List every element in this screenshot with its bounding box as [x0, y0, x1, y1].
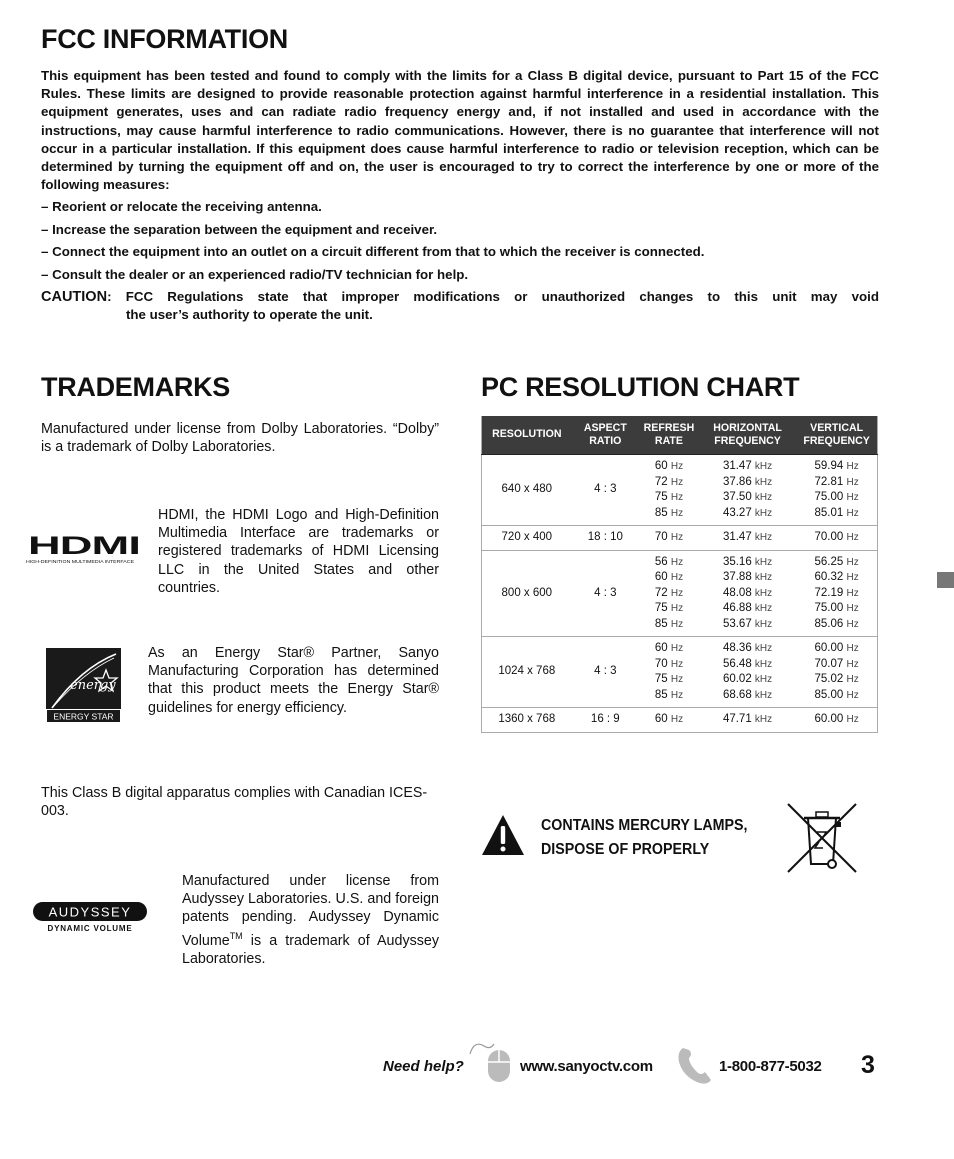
- header-vertical-frequency: VERTICAL FREQUENCY: [796, 416, 877, 455]
- value-unit: Hz: [846, 643, 859, 654]
- frequency-value: [639, 475, 699, 491]
- value-number: 72.19: [814, 586, 844, 599]
- audyssey-logo: [31, 900, 149, 936]
- table-body: [482, 455, 878, 733]
- value-number: 70: [654, 531, 668, 543]
- cell-resolution: 720 x 400: [482, 526, 572, 551]
- cell-horizontal-frequency: [699, 637, 796, 708]
- value-number: 60.00: [814, 642, 844, 654]
- value-number: 68.68: [722, 688, 752, 701]
- value-unit: kHz: [754, 507, 773, 519]
- value-unit: Hz: [670, 674, 684, 685]
- value-number: 72: [654, 475, 668, 488]
- cell-horizontal-frequency: [699, 526, 796, 551]
- cell-aspect-ratio: 4 : 3: [572, 455, 639, 526]
- cell-refresh-rate: [639, 550, 699, 637]
- frequency-value: [699, 712, 796, 728]
- frequency-value: [699, 506, 796, 522]
- frequency-value: [796, 672, 877, 688]
- value-unit: kHz: [754, 674, 773, 685]
- cell-horizontal-frequency: [699, 455, 796, 526]
- website-link[interactable]: www.sanyoctv.com: [520, 1058, 653, 1075]
- fcc-caution: [41, 288, 879, 324]
- frequency-value: [639, 506, 699, 522]
- frequency-value: [796, 570, 877, 586]
- cell-vertical-frequency: [796, 550, 877, 637]
- frequency-value: [639, 641, 699, 657]
- value-unit: Hz: [670, 507, 684, 519]
- value-unit: kHz: [754, 587, 773, 599]
- audyssey-text-tail: is a trademark of Audyssey Laboratories.: [182, 932, 439, 967]
- value-number: 56.48: [722, 657, 752, 670]
- value-unit: Hz: [846, 618, 859, 630]
- value-number: 72.81: [814, 475, 844, 488]
- cell-resolution: 1024 x 768: [482, 637, 572, 708]
- dolby-text: Manufactured under license from Dolby Laboratories. “Dolby” is a trademark of Dolby Laboratories.: [41, 421, 439, 456]
- value-number: 53.67: [722, 617, 752, 630]
- frequency-value: [639, 688, 699, 704]
- value-number: 46.88: [722, 602, 752, 614]
- fcc-measure-item: – Increase the separation between the equipment and receiver.: [41, 221, 438, 237]
- frequency-value: [639, 712, 699, 728]
- value-unit: Hz: [846, 603, 859, 614]
- pc-resolution-table: [481, 416, 878, 733]
- value-unit: Hz: [670, 532, 684, 543]
- fcc-title: FCC INFORMATION: [41, 24, 288, 54]
- cell-aspect-ratio: 4 : 3: [572, 637, 639, 708]
- energy-star-logo: [46, 648, 121, 723]
- value-number: 85.06: [814, 617, 844, 630]
- value-number: 75: [654, 673, 668, 685]
- header-aspect-ratio: ASPECT RATIO: [572, 416, 639, 455]
- value-unit: Hz: [670, 714, 684, 725]
- cell-horizontal-frequency: [699, 708, 796, 733]
- value-unit: Hz: [670, 603, 684, 614]
- value-unit: kHz: [754, 643, 773, 654]
- value-unit: Hz: [670, 618, 684, 630]
- frequency-value: [639, 601, 699, 617]
- cell-refresh-rate: [639, 455, 699, 526]
- frequency-value: [639, 617, 699, 633]
- fcc-measure-item: – Consult the dealer or an experienced radio/TV technician for help.: [41, 266, 469, 282]
- frequency-value: [699, 490, 796, 506]
- canada-ices-text: This Class B digital apparatus complies with Canadian ICES-003.: [41, 785, 428, 820]
- value-unit: Hz: [670, 492, 684, 503]
- frequency-value: [639, 555, 699, 571]
- cell-resolution: 1360 x 768: [482, 708, 572, 733]
- value-unit: kHz: [754, 532, 773, 543]
- frequency-value: [699, 459, 796, 475]
- header-refresh-rate: REFRESH RATE: [639, 416, 699, 455]
- value-number: 75.02: [814, 673, 844, 685]
- cell-aspect-ratio: 4 : 3: [572, 550, 639, 637]
- value-number: 70.00: [814, 531, 844, 543]
- value-unit: Hz: [670, 476, 684, 488]
- value-number: 85: [654, 617, 668, 630]
- need-help-label: Need help?: [383, 1058, 464, 1075]
- value-number: 85.01: [814, 506, 844, 519]
- energy-logo-label: ENERGY STAR: [53, 711, 114, 722]
- value-number: 60: [654, 713, 668, 725]
- frequency-value: [796, 601, 877, 617]
- frequency-value: [796, 490, 877, 506]
- frequency-value: [699, 475, 796, 491]
- fcc-measure-item: – Reorient or relocate the receiving antenna.: [41, 199, 322, 215]
- warning-icon: [481, 814, 525, 856]
- value-unit: Hz: [846, 556, 859, 568]
- value-number: 60.32: [814, 571, 844, 583]
- frequency-value: [796, 641, 877, 657]
- frequency-value: [699, 672, 796, 688]
- value-unit: Hz: [846, 674, 859, 685]
- table-row: [482, 526, 878, 551]
- frequency-value: [699, 688, 796, 704]
- cell-refresh-rate: [639, 637, 699, 708]
- frequency-value: [639, 570, 699, 586]
- frequency-value: [639, 459, 699, 475]
- energy-star-text: As an Energy Star® Partner, Sanyo Manufacturing Corporation has determined that this product meets the Energy Star® guidelines for energy efficiency.: [148, 645, 439, 716]
- value-unit: kHz: [754, 556, 773, 568]
- frequency-value: [796, 475, 877, 491]
- value-unit: Hz: [846, 476, 859, 488]
- frequency-value: [699, 657, 796, 673]
- mercury-line-2: DISPOSE OF PROPERLY: [541, 841, 710, 858]
- value-number: 47.71: [722, 713, 752, 725]
- hdmi-logo-subtext: HIGH-DEFINITION MULTIMEDIA INTERFACE: [26, 559, 135, 564]
- section-tab-marker: [937, 572, 954, 588]
- mercury-warning-text: [541, 814, 748, 862]
- frequency-value: [796, 506, 877, 522]
- fcc-measures-list: [41, 198, 879, 283]
- frequency-value: [699, 570, 796, 586]
- trademark-symbol: TM: [229, 930, 243, 941]
- value-unit: Hz: [670, 461, 684, 472]
- frequency-value: [699, 601, 796, 617]
- frequency-value: [699, 617, 796, 633]
- page-number: 3: [861, 1051, 875, 1079]
- frequency-value: [639, 657, 699, 673]
- value-number: 60: [654, 642, 668, 654]
- value-number: 35.16: [722, 555, 752, 568]
- value-unit: kHz: [754, 714, 773, 725]
- value-unit: Hz: [846, 532, 859, 543]
- frequency-value: [796, 617, 877, 633]
- frequency-value: [639, 672, 699, 688]
- frequency-value: [796, 688, 877, 704]
- frequency-value: [796, 530, 877, 546]
- value-number: 72: [654, 586, 668, 599]
- table-row: [482, 550, 878, 637]
- value-number: 60.02: [722, 673, 752, 685]
- header-resolution: RESOLUTION: [482, 416, 572, 455]
- frequency-value: [699, 641, 796, 657]
- value-number: 70: [654, 657, 668, 670]
- header-horizontal-frequency: HORIZONTAL FREQUENCY: [699, 416, 796, 455]
- value-unit: Hz: [846, 689, 859, 701]
- frequency-value: [699, 586, 796, 602]
- audyssey-text-main: Manufactured under license from Audyssey Laboratories. U.S. and foreign patents pending. Audyssey Dynamic Volume: [182, 873, 439, 949]
- cell-vertical-frequency: [796, 637, 877, 708]
- cell-vertical-frequency: [796, 708, 877, 733]
- value-unit: Hz: [846, 714, 859, 725]
- table-row: [482, 708, 878, 733]
- value-number: 37.50: [722, 491, 752, 503]
- frequency-value: [699, 530, 796, 546]
- mercury-line-1: CONTAINS MERCURY LAMPS,: [541, 817, 748, 834]
- value-unit: Hz: [846, 507, 859, 519]
- caution-text-2: the user’s authority to operate the unit.: [126, 307, 373, 323]
- value-unit: kHz: [754, 618, 773, 630]
- value-number: 85: [654, 688, 668, 701]
- frequency-value: [796, 555, 877, 571]
- fcc-body: [41, 67, 879, 324]
- cell-vertical-frequency: [796, 526, 877, 551]
- value-number: 31.47: [722, 460, 752, 472]
- pc-resolution-title: PC RESOLUTION CHART: [481, 372, 800, 402]
- value-unit: Hz: [670, 572, 684, 583]
- frequency-value: [639, 530, 699, 546]
- fcc-paragraph: This equipment has been tested and found to comply with the limits for a Class B digital device, pursuant to Part 15 of the FCC Rules. These limits are designed to provide reasonable protection against harmful interference in a residential installation. This equipment generates, uses and can radiate radio frequency energy and, if not installed and used in accordance with the instructions, may cause harmful interference to radio communications. However, there is no guarantee that interference will not occur in a particular installation. If this equipment does cause harmful interference to radio or television reception, which can be determined by turning the equipment off and on, the user is encouraged to try to correct the interference by one or more of the following measures:: [41, 68, 879, 193]
- cell-aspect-ratio: 18 : 10: [572, 526, 639, 551]
- value-number: 43.27: [722, 506, 752, 519]
- value-unit: Hz: [846, 461, 859, 472]
- cell-refresh-rate: [639, 708, 699, 733]
- value-number: 37.86: [722, 475, 752, 488]
- value-unit: Hz: [670, 658, 684, 670]
- trademarks-title: TRADEMARKS: [41, 372, 230, 402]
- value-unit: Hz: [846, 658, 859, 670]
- table-row: [482, 455, 878, 526]
- value-unit: Hz: [670, 689, 684, 701]
- frequency-value: [639, 586, 699, 602]
- energy-logo-script: energy: [70, 678, 116, 693]
- value-number: 48.08: [722, 586, 752, 599]
- value-number: 60.00: [814, 713, 844, 725]
- value-unit: Hz: [670, 643, 684, 654]
- cell-horizontal-frequency: [699, 550, 796, 637]
- frequency-value: [796, 459, 877, 475]
- value-unit: kHz: [754, 476, 773, 488]
- value-number: 48.36: [722, 642, 752, 654]
- value-number: 59.94: [814, 460, 844, 472]
- value-unit: kHz: [754, 492, 773, 503]
- value-unit: Hz: [846, 492, 859, 503]
- audyssey-text: [182, 872, 439, 968]
- cell-resolution: 800 x 600: [482, 550, 572, 637]
- value-number: 85.00: [814, 688, 844, 701]
- cell-resolution: 640 x 480: [482, 455, 572, 526]
- cell-vertical-frequency: [796, 455, 877, 526]
- value-number: 56.25: [814, 555, 844, 568]
- hdmi-text: HDMI, the HDMI Logo and High-Definition Multimedia Interface are trademarks or registered trademarks of HDMI Licensing LLC in the United States and other countries.: [158, 507, 439, 596]
- frequency-value: [796, 586, 877, 602]
- table-row: [482, 637, 878, 708]
- mouse-icon: [468, 1038, 514, 1084]
- value-unit: Hz: [846, 587, 859, 599]
- frequency-value: [796, 657, 877, 673]
- value-number: 37.88: [722, 571, 752, 583]
- value-unit: kHz: [754, 603, 773, 614]
- value-unit: kHz: [754, 572, 773, 583]
- value-number: 85: [654, 506, 668, 519]
- value-unit: kHz: [754, 689, 773, 701]
- value-unit: Hz: [846, 572, 859, 583]
- value-number: 60: [654, 460, 668, 472]
- audyssey-logo-text: AUDYSSEY: [48, 904, 132, 920]
- value-number: 75.00: [814, 602, 844, 614]
- caution-text-1: : FCC Regulations state that improper modifications or unauthorized changes to this unit may void: [107, 288, 879, 304]
- value-number: 75.00: [814, 491, 844, 503]
- hdmi-logo: [26, 535, 144, 565]
- value-number: 70.07: [814, 657, 844, 670]
- value-unit: kHz: [754, 658, 773, 670]
- hdmi-logo-text: HDMI: [28, 535, 140, 560]
- value-unit: Hz: [670, 556, 684, 568]
- value-number: 60: [654, 571, 668, 583]
- value-unit: kHz: [754, 461, 773, 472]
- fcc-measure-item: – Connect the equipment into an outlet on a circuit different from that to which the receiver is connected.: [41, 244, 705, 260]
- frequency-value: [796, 712, 877, 728]
- table-header-row: [482, 416, 878, 455]
- value-number: 31.47: [722, 531, 752, 543]
- value-number: 75: [654, 491, 668, 503]
- frequency-value: [699, 555, 796, 571]
- audyssey-logo-subtext: DYNAMIC VOLUME: [47, 924, 133, 933]
- frequency-value: [639, 490, 699, 506]
- value-number: 56: [654, 555, 668, 568]
- cell-refresh-rate: [639, 526, 699, 551]
- phone-number: 1-800-877-5032: [719, 1058, 822, 1075]
- crossed-out-bin-icon: [786, 802, 858, 874]
- value-unit: Hz: [670, 587, 684, 599]
- phone-icon: [675, 1044, 717, 1086]
- value-number: 75: [654, 602, 668, 614]
- cell-aspect-ratio: 16 : 9: [572, 708, 639, 733]
- caution-label: CAUTION: [41, 288, 108, 305]
